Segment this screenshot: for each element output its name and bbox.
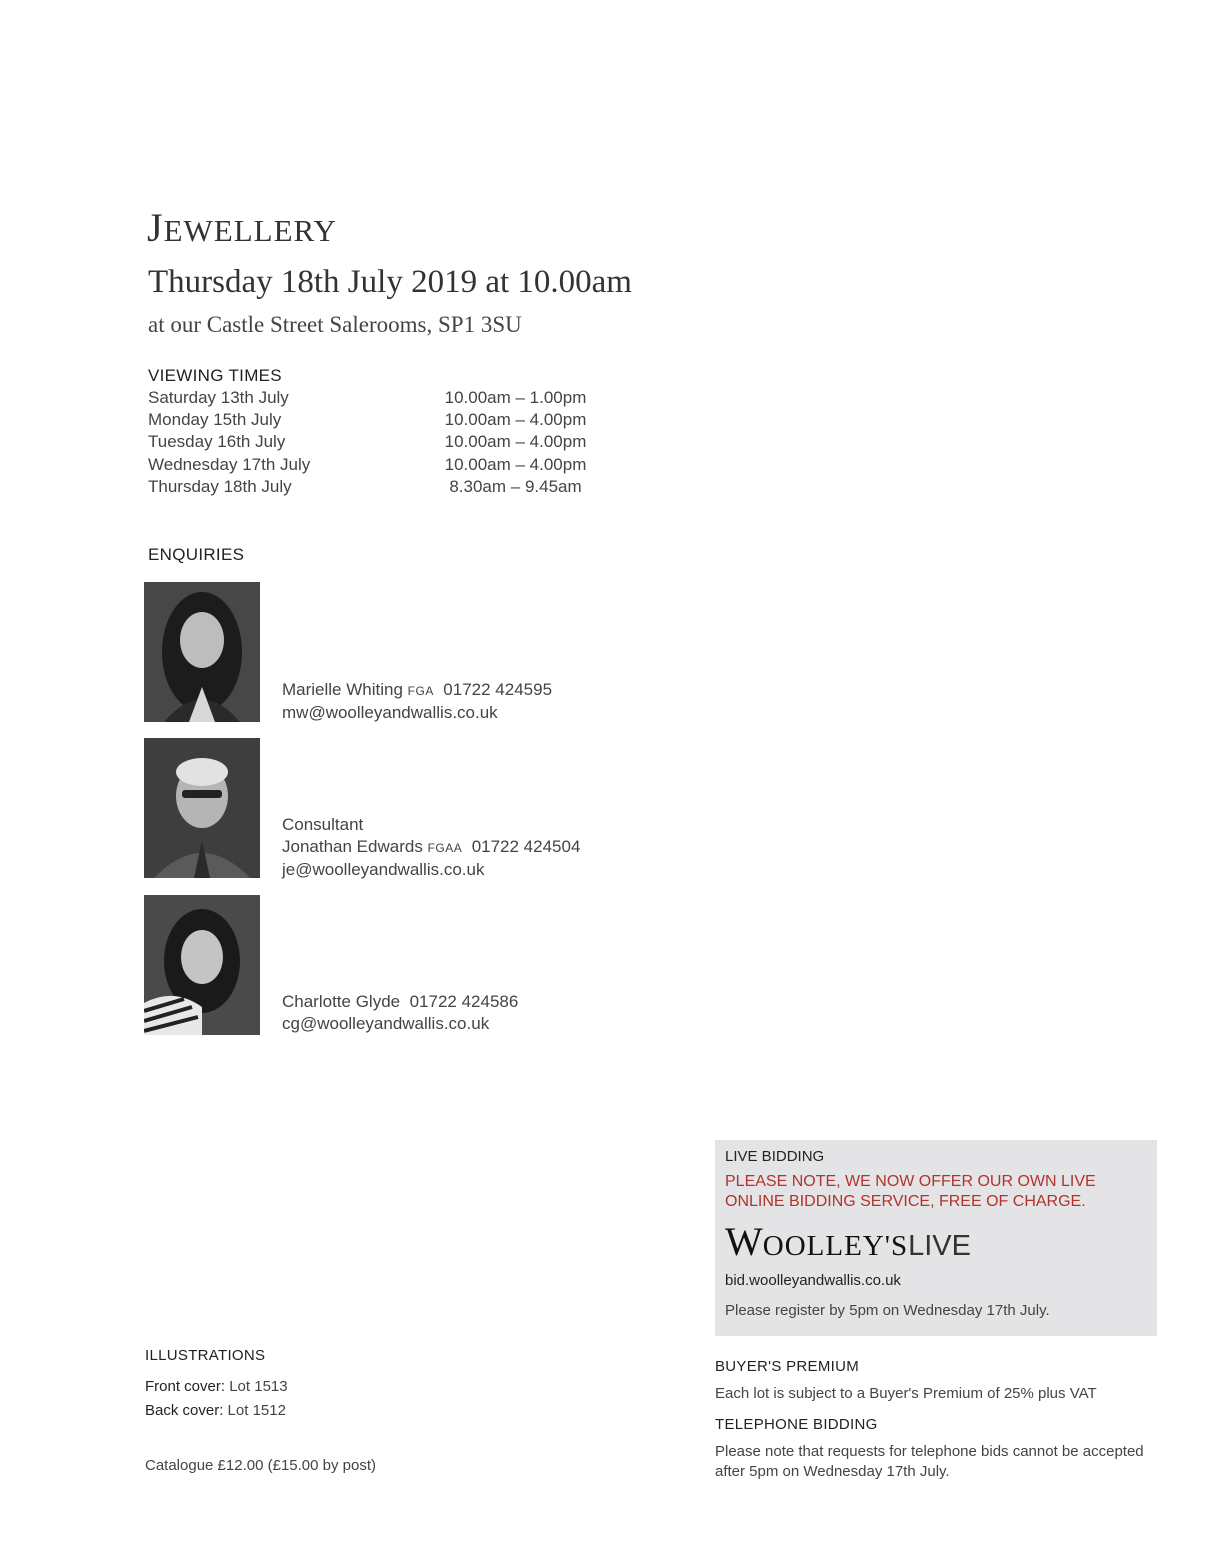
- woolleys-live-logo: [725, 1218, 971, 1265]
- contact-email[interactable]: cg@woolleyandwallis.co.uk: [282, 1014, 490, 1033]
- logo-live: LIVE: [908, 1230, 971, 1262]
- viewing-day: Wednesday 17th July: [148, 455, 311, 474]
- live-bidding-url[interactable]: bid.woolleyandwallis.co.uk: [725, 1272, 901, 1289]
- title-rest: EWELLERY: [163, 213, 337, 248]
- live-bidding-register: Please register by 5pm on Wednesday 17th July.: [725, 1302, 1050, 1319]
- viewing-time: 10.00am – 1.00pm: [444, 388, 587, 407]
- contact-jonathan: [282, 814, 580, 881]
- viewing-day: Saturday 13th July: [148, 388, 289, 407]
- viewing-row: [148, 410, 608, 432]
- title-initial: J: [147, 205, 164, 250]
- viewing-row: [148, 388, 608, 410]
- contact-name: Marielle Whiting: [282, 680, 403, 699]
- sale-date: Thursday 18th July 2019 at 10.00am: [148, 264, 632, 300]
- telephone-bidding-text: Please note that requests for telephone bids cannot be accepted after 5pm on Wednesday 17th July.: [715, 1443, 1144, 1480]
- illustrations-heading: ILLUSTRATIONS: [145, 1347, 266, 1364]
- page-title: [147, 204, 337, 251]
- contact-photo-charlotte: [144, 895, 260, 1035]
- front-cover-label: Front cover:: [145, 1378, 226, 1395]
- buyers-premium-heading: BUYER'S PREMIUM: [715, 1358, 860, 1375]
- telephone-bidding-heading: TELEPHONE BIDDING: [715, 1416, 878, 1433]
- viewing-day: Monday 15th July: [148, 410, 282, 429]
- viewing-row: [148, 477, 608, 499]
- contact-marielle: [282, 679, 552, 724]
- viewing-time: 8.30am – 9.45am: [449, 477, 582, 496]
- enquiries-heading: ENQUIRIES: [148, 545, 245, 564]
- contact-photo-marielle: [144, 582, 260, 722]
- contact-qualification: FGAA: [427, 841, 463, 855]
- contact-phone: 01722 424586: [409, 992, 519, 1011]
- viewing-day: Tuesday 16th July: [148, 432, 286, 451]
- viewing-day: Thursday 18th July: [148, 477, 292, 496]
- viewing-time: 10.00am – 4.00pm: [444, 455, 587, 474]
- viewing-time: 10.00am – 4.00pm: [444, 432, 587, 451]
- live-bidding-note: PLEASE NOTE, WE NOW OFFER OUR OWN LIVE ONLINE BIDDING SERVICE, FREE OF CHARGE.: [725, 1173, 1096, 1210]
- contact-photo-jonathan: [144, 738, 260, 878]
- contact-charlotte: [282, 991, 518, 1035]
- contact-email[interactable]: je@woolleyandwallis.co.uk: [282, 860, 485, 879]
- viewing-times-heading: VIEWING TIMES: [148, 366, 282, 385]
- contact-name: Charlotte Glyde: [282, 992, 401, 1011]
- back-cover-value: Lot 1512: [227, 1402, 286, 1419]
- live-bidding-heading: LIVE BIDDING: [725, 1148, 825, 1165]
- contact-name: Jonathan Edwards: [282, 837, 423, 856]
- contact-qualification: FGA: [407, 684, 434, 698]
- sale-venue: at our Castle Street Salerooms, SP1 3SU: [148, 312, 522, 337]
- catalogue-price: Catalogue £12.00 (£15.00 by post): [145, 1457, 376, 1474]
- logo-rest: OOLLEY'S: [762, 1230, 909, 1262]
- front-cover-value: Lot 1513: [229, 1378, 288, 1395]
- illustration-front: [145, 1378, 288, 1395]
- viewing-row: [148, 432, 608, 454]
- viewing-row: [148, 455, 608, 477]
- contact-phone: 01722 424595: [443, 680, 553, 699]
- viewing-time: 10.00am – 4.00pm: [444, 410, 587, 429]
- live-bidding-panel: [715, 1140, 1157, 1336]
- logo-initial: W: [725, 1219, 763, 1264]
- buyers-premium-text: Each lot is subject to a Buyer's Premium of 25% plus VAT: [715, 1385, 1097, 1402]
- illustration-back: [145, 1402, 286, 1419]
- contact-role: Consultant: [282, 815, 364, 834]
- contact-phone: 01722 424504: [471, 837, 581, 856]
- contact-email[interactable]: mw@woolleyandwallis.co.uk: [282, 703, 498, 722]
- back-cover-label: Back cover:: [145, 1402, 224, 1419]
